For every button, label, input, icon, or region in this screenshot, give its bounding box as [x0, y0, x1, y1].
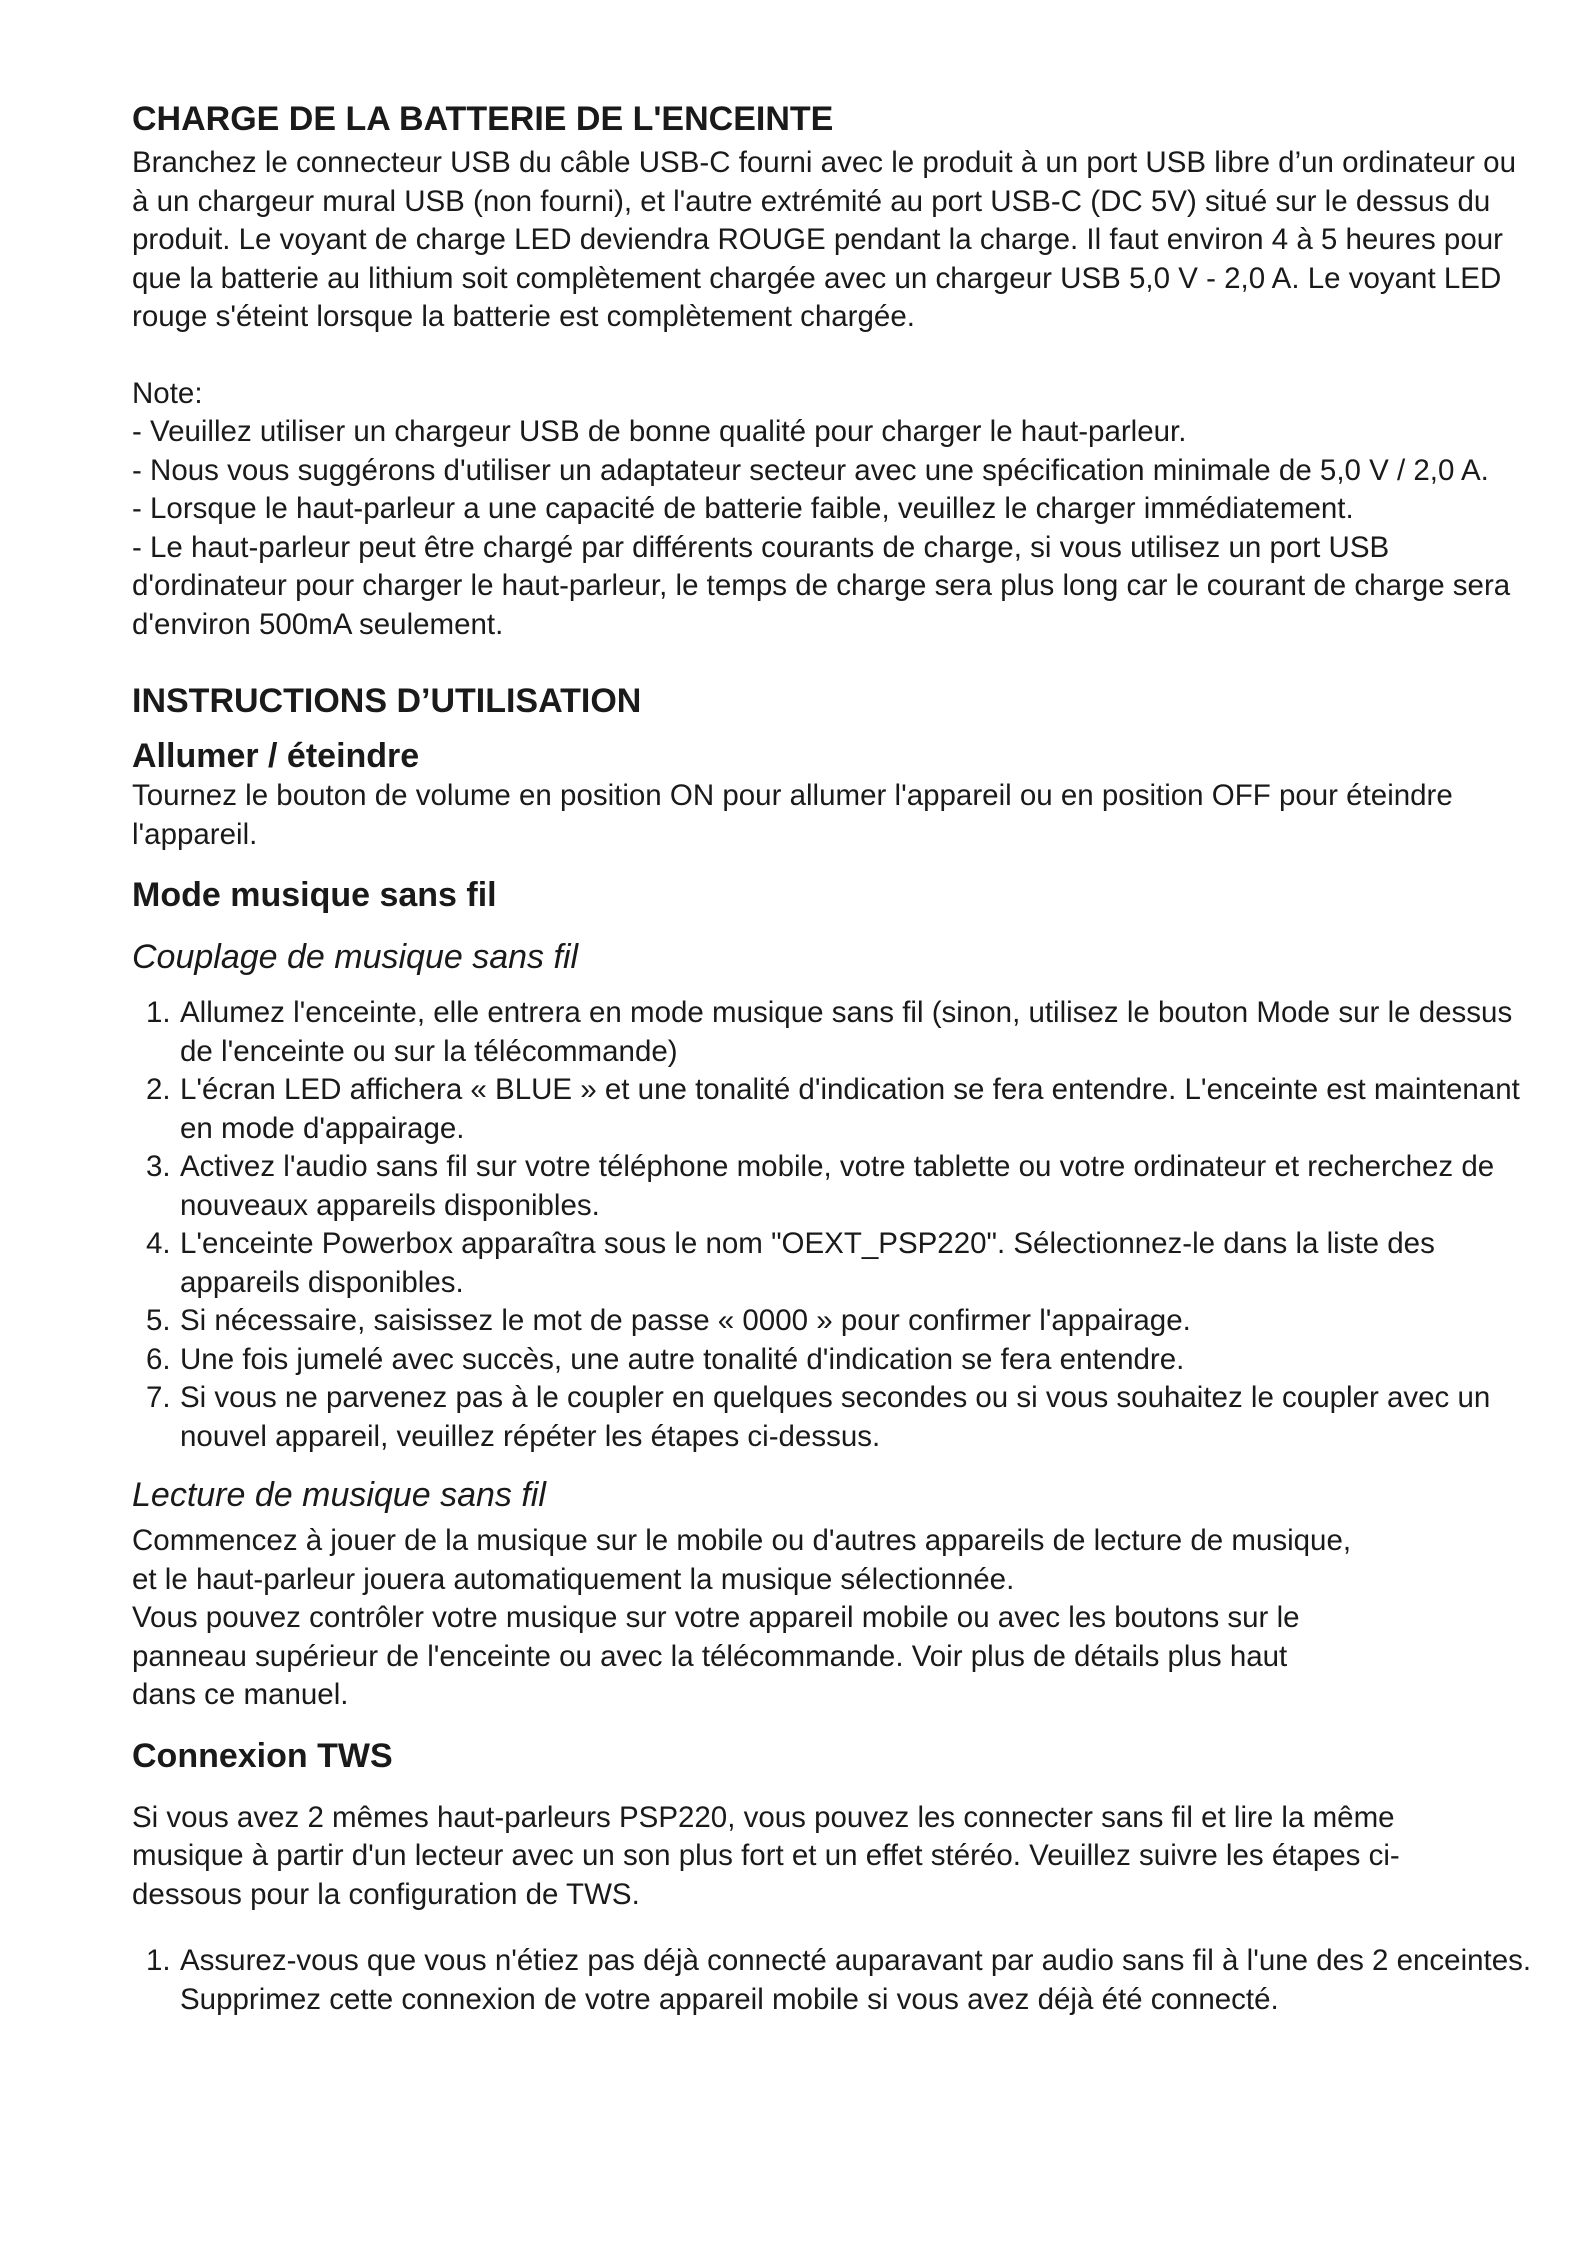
playback-line: dans ce manuel.: [132, 1678, 349, 1711]
section-title-instructions: INSTRUCTIONS D’UTILISATION: [132, 682, 642, 720]
note-item: - Lorsque le haut-parleur a une capacité de batterie faible, veuillez le charger immédiatement.: [132, 492, 1354, 525]
subsection-title-power: Allumer / éteindre: [132, 737, 420, 775]
step-text: Activez l'audio sans fil sur votre téléphone mobile, votre tablette ou votre ordinateur et recherchez de nouveaux appareils disponibles.: [180, 1150, 1495, 1222]
tws-paragraph: Si vous avez 2 mêmes haut-parleurs PSP220, vous pouvez les connecter sans fil et lire la même musique à partir d'un lecteur avec un son plus fort et un effet stéréo. Veuillez suivre les étapes ci-dessous pour la configuration de TWS.: [132, 1800, 1400, 1911]
list-item: [132, 1302, 1532, 1341]
subsection-title-tws: Connexion TWS: [132, 1736, 393, 1775]
list-item: [132, 1148, 1532, 1225]
step-number: 7.: [146, 1381, 171, 1414]
playback-line: panneau supérieur de l'enceinte ou avec la télécommande. Voir plus de détails plus haut: [132, 1639, 1288, 1673]
power-paragraph: Tournez le bouton de volume en position ON pour allumer l'appareil ou en position OFF pour éteindre l'appareil.: [132, 779, 1453, 851]
list-item: [132, 1379, 1532, 1456]
document-page: [132, 98, 1532, 2019]
list-item: [132, 994, 1532, 1071]
battery-paragraph: Branchez le connecteur USB du câble USB-C fourni avec le produit à un port USB libre d’un ordinateur ou à un chargeur mural USB (non fourni), et l'autre extrémité au port USB-C (DC 5V) situé sur le dessus du produit. Le voyant de charge LED deviendra ROUGE pendant la charge. Il faut environ 4 à 5 heures pour que la batterie au lithium soit complètement chargée avec un chargeur USB 5,0 V - 2,0 A. Le voyant LED rouge s'éteint lorsque la batterie est complètement chargée.: [132, 146, 1516, 333]
step-number: 1.: [146, 1944, 171, 1977]
note-item: - Nous vous suggérons d'utiliser un adaptateur secteur avec une spécification minimale de 5,0 V / 2,0 A.: [132, 453, 1489, 487]
note-label: Note:: [132, 376, 203, 410]
list-item: [132, 1071, 1532, 1148]
step-number: 4.: [146, 1227, 171, 1260]
section-title-battery: CHARGE DE LA BATTERIE DE L'ENCEINTE: [132, 100, 834, 138]
note-item: - Le haut-parleur peut être chargé par différents courants de charge, si vous utilisez un port USB d'ordinateur pour charger le haut-parleur, le temps de charge sera plus long car le courant de charge sera d'environ 500mA seulement.: [132, 530, 1511, 641]
step-number: 5.: [146, 1304, 171, 1337]
playback-line: et le haut-parleur jouera automatiquement la musique sélectionnée.: [132, 1562, 1015, 1596]
step-text: L'écran LED affichera « BLUE » et une tonalité d'indication se fera entendre. L'enceinte est maintenant en mode d'appairage.: [180, 1073, 1520, 1145]
step-text: L'enceinte Powerbox apparaîtra sous le nom "OEXT_PSP220". Sélectionnez-le dans la liste des appareils disponibles.: [180, 1227, 1435, 1299]
step-number: 6.: [146, 1342, 171, 1376]
list-item: [132, 1225, 1532, 1302]
step-number: 3.: [146, 1150, 171, 1183]
step-text: Si nécessaire, saisissez le mot de passe « 0000 » pour confirmer l'appairage.: [180, 1304, 1191, 1337]
playback-line: Vous pouvez contrôler votre musique sur votre appareil mobile ou avec les boutons sur le: [132, 1601, 1300, 1634]
step-number: 1.: [146, 996, 171, 1029]
step-number: 2.: [146, 1073, 171, 1106]
step-text: Assurez-vous que vous n'étiez pas déjà connecté auparavant par audio sans fil à l'une des 2 enceintes. Supprimez cette connexion de votre appareil mobile si vous avez déjà été connecté.: [180, 1944, 1532, 2016]
playback-line: Commencez à jouer de la musique sur le mobile ou d'autres appareils de lecture de musique,: [132, 1524, 1352, 1557]
subsection-title-wireless-mode: Mode musique sans fil: [132, 876, 497, 914]
pairing-steps-list: [132, 994, 1532, 1456]
subsection-title-playback: Lecture de musique sans fil: [132, 1476, 546, 1514]
note-item: - Veuillez utiliser un chargeur USB de bonne qualité pour charger le haut-parleur.: [132, 415, 1187, 448]
subsection-title-pairing: Couplage de musique sans fil: [132, 938, 579, 976]
list-item: [132, 1942, 1552, 2019]
step-text: Allumez l'enceinte, elle entrera en mode musique sans fil (sinon, utilisez le bouton Mode sur le dessus de l'enceinte ou sur la télécommande): [180, 996, 1513, 1068]
list-item: [132, 1341, 1532, 1380]
playback-paragraph: [132, 1522, 1532, 1715]
step-text: Si vous ne parvenez pas à le coupler en quelques secondes ou si vous souhaitez le coupler avec un nouvel appareil, veuillez répéter les étapes ci-dessus.: [180, 1381, 1491, 1453]
tws-steps-list: [132, 1942, 1552, 2019]
step-text: Une fois jumelé avec succès, une autre tonalité d'indication se fera entendre.: [180, 1342, 1185, 1376]
